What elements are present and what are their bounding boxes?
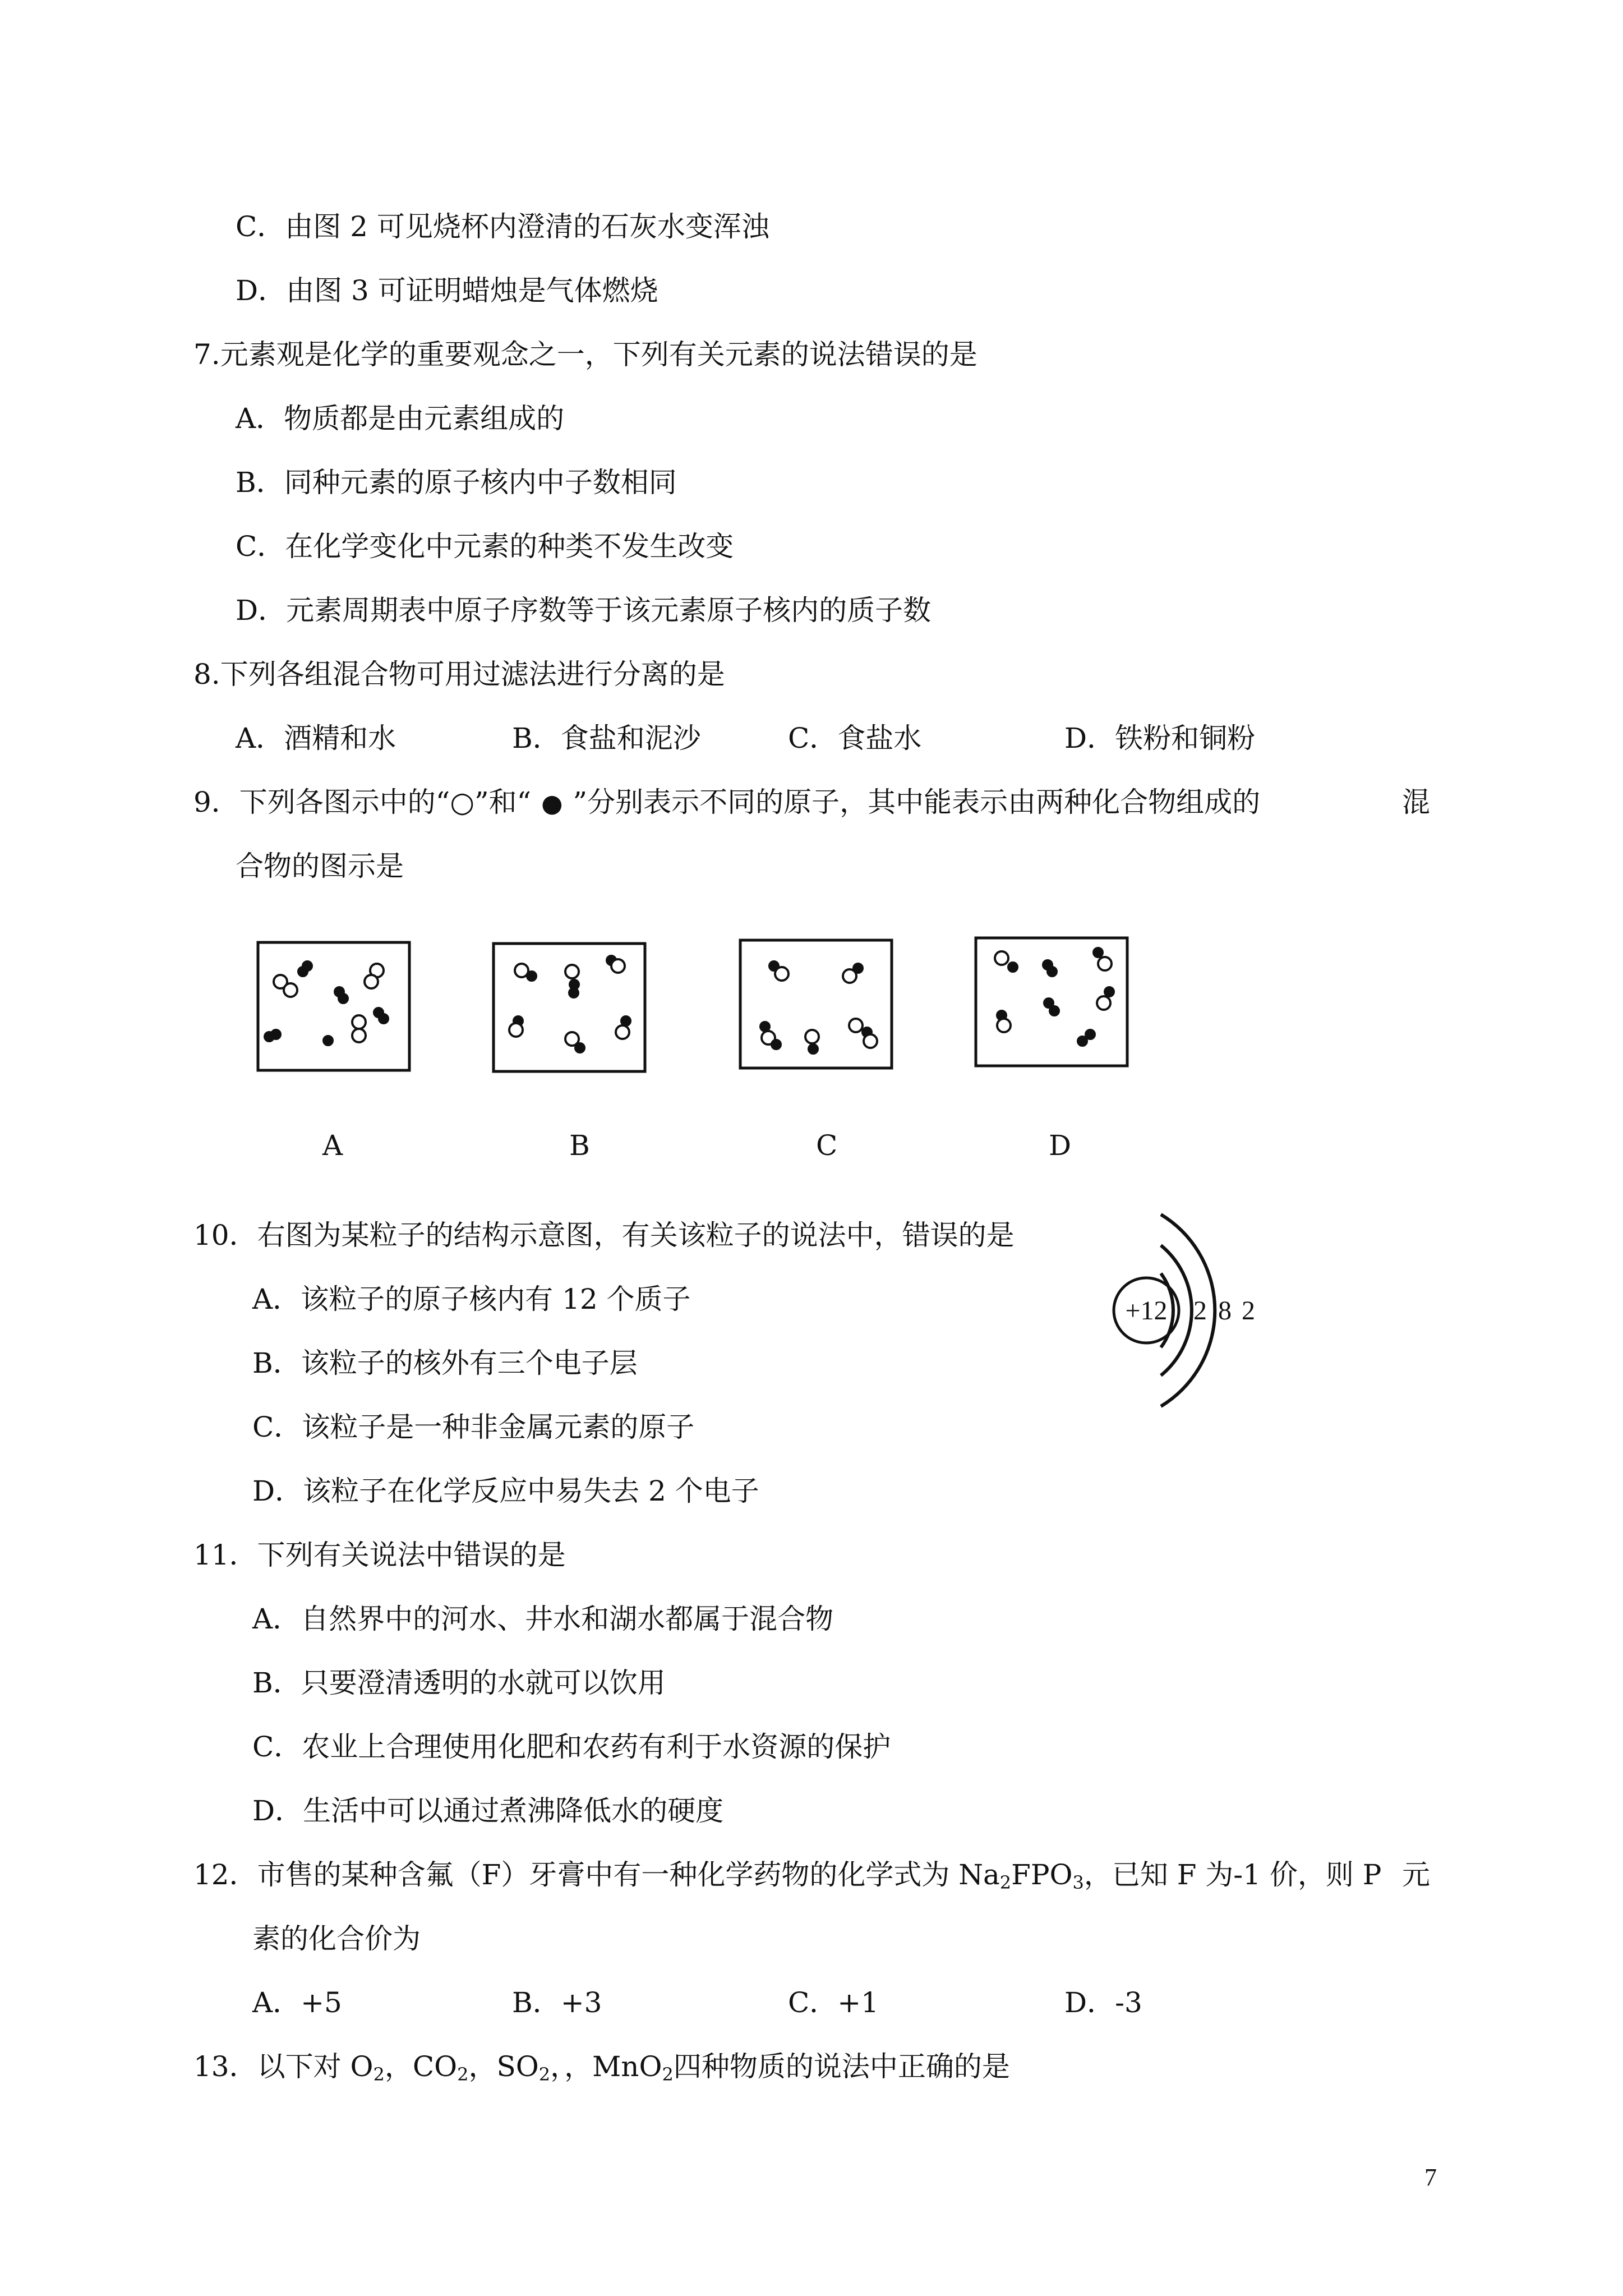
q9-figure-label-b: B <box>569 1129 590 1162</box>
q10-option-c: C．该粒子是一种非金属元素的原子 <box>252 1411 695 1443</box>
shell-1-electrons: 2 <box>1193 1296 1207 1326</box>
q9-stem-part1: 9．下列各图示中的“○”和“ <box>193 786 532 818</box>
q10-option-b: B．该粒子的核外有三个电子层 <box>252 1347 638 1379</box>
q12-stem-end: 元 <box>1402 1858 1430 1891</box>
q12-option-a: A．+5 <box>252 1986 342 2019</box>
q12-stem-part1: 12．市售的某种含氟（F）牙膏中有一种化学药物的化学式为 Na <box>193 1858 1000 1891</box>
q6-option-d: D．由图 3 可证明蜡烛是气体燃烧 <box>236 274 658 307</box>
q13-stem-part4: ，，MnO <box>550 2050 662 2083</box>
q7-option-d: D．元素周期表中原子序数等于该元素原子核内的质子数 <box>236 594 932 627</box>
q12-option-b: B．+3 <box>512 1986 602 2019</box>
box-c-particles <box>760 961 877 1053</box>
q8-option-a: A．酒精和水 <box>236 722 396 754</box>
q13-subscript-co2: 2 <box>457 2064 469 2085</box>
q13-stem-part5: 四种物质的说法中正确的是 <box>673 2050 1010 2083</box>
q8-stem: 8.下列各组混合物可用过滤法进行分离的是 <box>193 658 725 691</box>
q9-figure-label-d: D <box>1049 1129 1072 1162</box>
shell-3-electrons: 2 <box>1242 1296 1255 1326</box>
box-d-particles <box>995 948 1114 1046</box>
q7-option-c: C．在化学变化中元素的种类不发生改变 <box>236 530 734 563</box>
q13-stem-part2: ，CO <box>384 2050 458 2083</box>
q13-stem-part1: 13．以下对 O <box>193 2050 374 2083</box>
box-a-particles <box>265 961 388 1045</box>
q9-figure-label-a: A <box>322 1129 343 1162</box>
q11-option-d: D．生活中可以通过煮沸降低水的硬度 <box>252 1795 724 1827</box>
q13-subscript-mno2: 2 <box>662 2064 674 2085</box>
q13-stem <box>193 2049 1010 2085</box>
q12-option-c: C．+1 <box>788 1986 879 2019</box>
q12-stem <box>193 1857 1381 1893</box>
q10-option-a: A．该粒子的原子核内有 12 个质子 <box>252 1283 691 1315</box>
q6-option-c: C．由图 2 可见烧杯内澄清的石灰水变浑浊 <box>236 210 769 243</box>
q11-option-a: A．自然界中的河水、井水和湖水都属于混合物 <box>252 1603 834 1635</box>
q12-option-d: D．-3 <box>1064 1986 1142 2019</box>
q9-stem-continued: 合物的图示是 <box>236 850 404 882</box>
q12-stem-continued: 素的化合价为 <box>252 1922 421 1955</box>
q10-option-d: D．该粒子在化学反应中易失去 2 个电子 <box>252 1475 759 1507</box>
box-b-particles <box>509 956 630 1052</box>
q13-stem-part3: ，SO <box>468 2050 539 2083</box>
nucleus-charge: +12 <box>1125 1296 1168 1326</box>
q12-formula-part: FPO <box>1011 1858 1073 1891</box>
q13-subscript-o2: 2 <box>373 2064 385 2085</box>
q10-stem: 10．右图为某粒子的结构示意图，有关该粒子的说法中，错误的是 <box>193 1219 1015 1251</box>
q9-stem-part2: ”分别表示不同的原子，其中能表示由两种化合物组成的 <box>573 786 1261 818</box>
q7-option-b: B．同种元素的原子核内中子数相同 <box>236 466 677 499</box>
q13-subscript-so2: 2 <box>538 2064 551 2085</box>
q8-option-b: B．食盐和泥沙 <box>512 722 701 754</box>
q12-subscript-2: 3 <box>1072 1872 1084 1893</box>
filled-dot-icon: ● <box>541 789 563 818</box>
q12-subscript-1: 2 <box>999 1872 1012 1893</box>
shell-2-electrons: 8 <box>1218 1296 1232 1326</box>
q11-stem: 11．下列有关说法中错误的是 <box>193 1539 566 1571</box>
q9-stem-end: 混 <box>1402 786 1430 818</box>
q11-option-b: B．只要澄清透明的水就可以饮用 <box>252 1667 666 1699</box>
q9-figure-label-c: C <box>816 1129 838 1162</box>
atom-structure-diagram <box>1105 1200 1273 1425</box>
q9-particle-figures <box>247 931 1178 1077</box>
q12-stem-part2: ，已知 F 为-1 价，则 P <box>1083 1858 1382 1891</box>
box-a <box>258 942 409 1070</box>
q7-stem: 7.元素观是化学的重要观念之一，下列有关元素的说法错误的是 <box>193 338 978 371</box>
q11-option-c: C．农业上合理使用化肥和农药有利于水资源的保护 <box>252 1731 891 1763</box>
q8-option-d: D．铁粉和铜粉 <box>1064 722 1256 754</box>
page-number: 7 <box>1424 2164 1437 2191</box>
q8-option-c: C．食盐水 <box>788 722 922 754</box>
q9-stem <box>193 784 1260 822</box>
q7-option-a: A．物质都是由元素组成的 <box>236 402 565 435</box>
